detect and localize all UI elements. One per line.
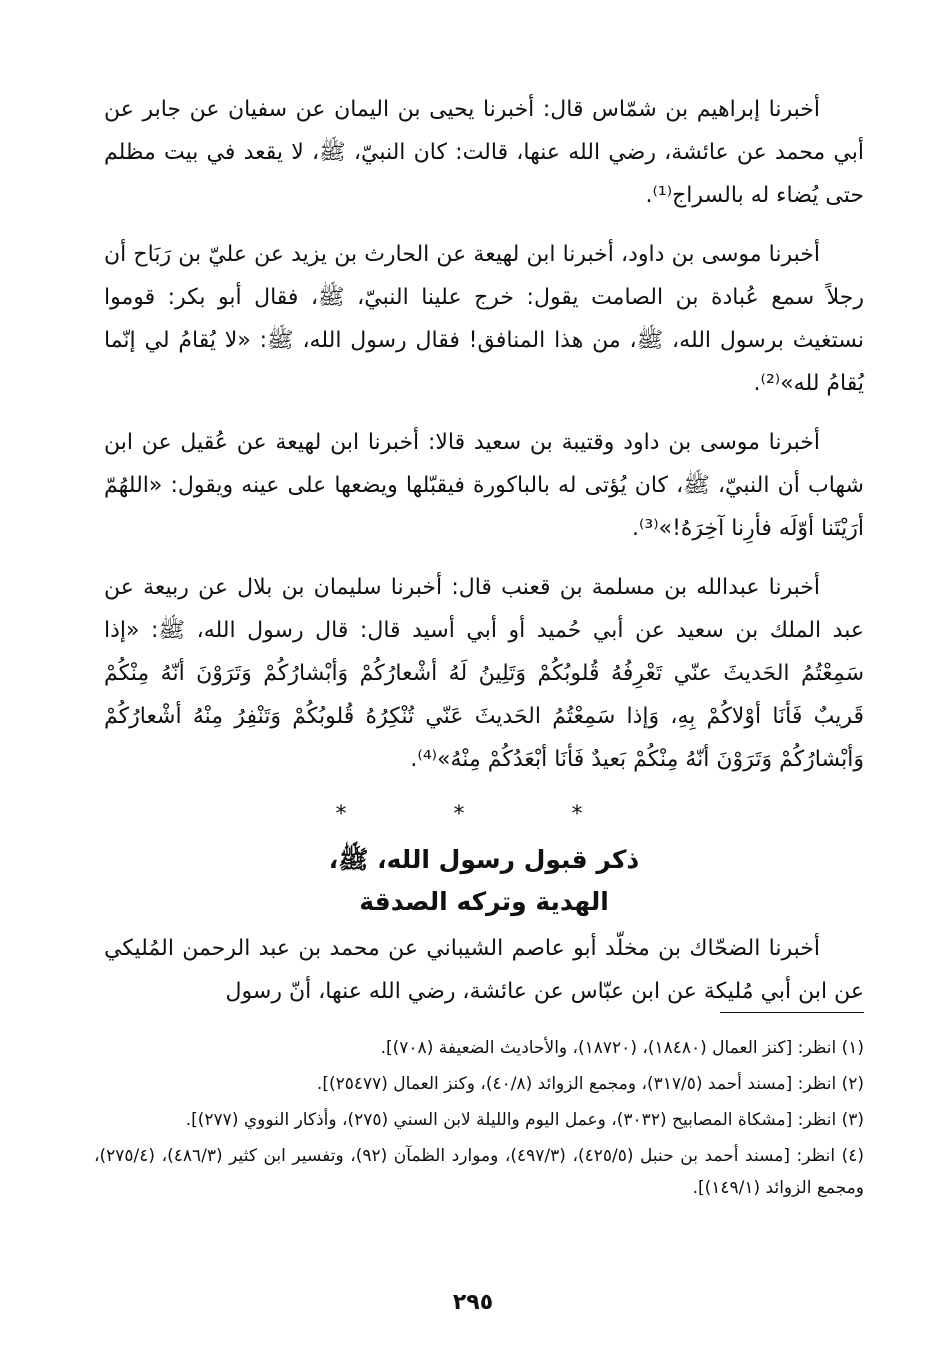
section-separator: * * *: [335, 802, 633, 827]
section-heading-line-1: ذكر قبول رسول الله، ﷺ،: [328, 845, 640, 874]
hadith-paragraph-2: أخبرنا موسى بن داود، أخبرنا ابن لهيعة عن الحارث بن يزيد عن عليّ بن رَبَاح أن رجلاً سمع عُبادة بن الصامت يقول: خرج علينا النبيّ، ﷺ، فقال أبو بكر: قوموا نستغيث برسول الله، ﷺ، من هذا المنافق! فقال رسول الله، ﷺ: «لا يُقامُ لي إنّما يُقامُ لله»⁽²⁾.: [104, 242, 864, 396]
footnote-2: (٢) انظر: [مسند أحمد (٣١٧/٥)، ومجمع الزوائد (٤٠/٨)، وكنز العمال (٢٥٤٧٧)].: [316, 1074, 864, 1094]
footnotes: [94, 1032, 864, 1208]
hadith-paragraph-4: أخبرنا عبدالله بن مسلمة بن قعنب قال: أخبرنا سليمان بن بلال عن ربيعة عن عبد الملك بن سعيد عن أبي حُميد أو أبي أسيد قال: قال رسول الله، ﷺ: «إذا سَمِعْتُمُ الحَديثَ عنّي تَعْرِفُهُ قُلوبُكُمْ وَتَلِينُ لَهُ أشْعارُكُمْ وَأبْشارُكُمْ وَتَرَوْنَ أنّهُ مِنْكُمْ قَريبٌ فَأنَا أوْلاكُمْ بِهِ، وَإذا سَمِعْتُمُ الحَديثَ عَنّي تُنْكِرُهُ قُلوبُكُمْ وَتَنْفِرُ مِنْهُ أشْعارُكُمْ وَأبْشارُكُمْ وَتَرَوْنَ أنّهُ مِنْكُمْ بَعيدٌ فَأنَا أبْعَدُكُمْ مِنْهُ»⁽⁴⁾.: [104, 575, 864, 772]
section-heading: [104, 839, 864, 923]
footnote-3: (٣) انظر: [مشكاة المصابيح (٣٠٣٢)، وعمل اليوم والليلة لابن السني (٢٧٥)، وأذكار النووي (٢٧٧)].: [185, 1110, 864, 1130]
footnote-4: (٤) انظر: [مسند أحمد بن حنبل (٤٢٥/٥)، (٤٩٧/٣)، وموارد الظمآن (٩٢)، وتفسير ابن كثير (٤٨٦/٣)، (٢٧٥/٤)، ومجمع الزوائد (١٤٩/١)].: [94, 1146, 865, 1198]
closing-paragraph: أخبرنا الضحّاك بن مخلّد أبو عاصم الشيباني عن محمد بن عبد الرحمن المُليكي عن ابن أبي مُليكة عن ابن عبّاس عن عائشة، رضي الله عنها، أنّ رسول: [104, 936, 864, 1004]
section-heading-line-2: الهدية وتركه الصدقة: [359, 887, 609, 916]
footnote-1: (١) انظر: [كنز العمال (١٨٤٨٠)، (١٨٧٢٠)، والأحاديث الضعيفة (٧٠٨)].: [380, 1038, 864, 1058]
hadith-paragraph-3: أخبرنا موسى بن داود وقتيبة بن سعيد قالا: أخبرنا ابن لهيعة عن عُقيل عن ابن شهاب أن النبيّ، ﷺ، كان يُؤتى له بالباكورة فيقبّلها ويضعها على عينه ويقول: «اللهُمّ أرَيْتَنا أوّلَه فأرِنا آخِرَهُ!»⁽³⁾.: [104, 430, 864, 541]
main-text: [104, 88, 864, 1029]
page-number: ٢٩٥: [452, 1290, 494, 1315]
footnote-divider: [720, 1012, 864, 1013]
hadith-paragraph-1: أخبرنا إبراهيم بن شمّاس قال: أخبرنا يحيى بن اليمان عن سفيان عن جابر عن أبي محمد عن عائشة، رضي الله عنها، قالت: كان النبيّ، ﷺ، لا يقعد في بيت مظلم حتى يُضاء له بالسراج⁽¹⁾.: [104, 97, 864, 208]
